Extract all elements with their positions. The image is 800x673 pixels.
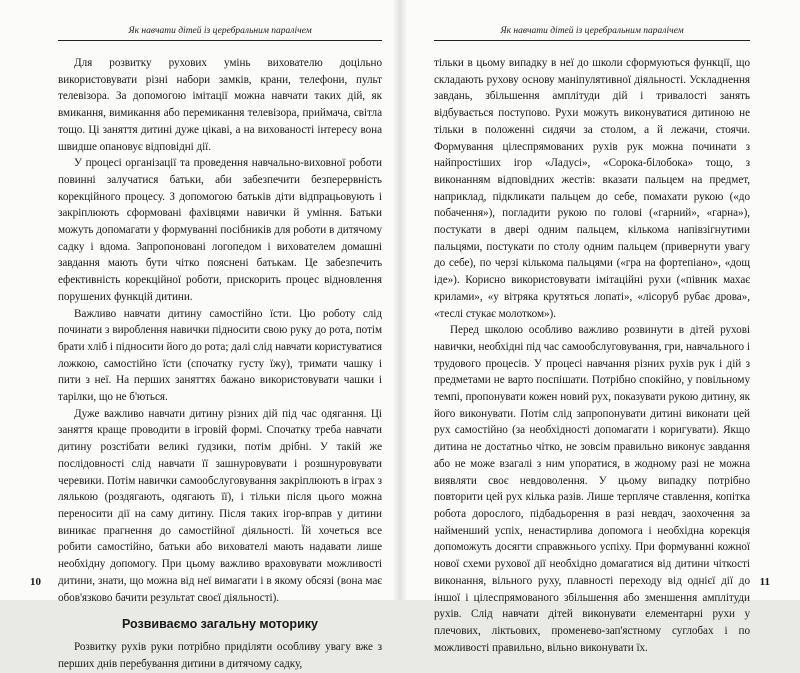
page-number: 11: [759, 576, 770, 588]
running-head: Як навчати дітей із церебральним паралічем: [434, 22, 750, 41]
right-page: [400, 0, 800, 654]
page-number: 10: [30, 576, 41, 588]
section-title: Розвиваємо загальну моторику: [122, 617, 318, 632]
paragraph: У процесі організації та проведення навчально-виховної роботи повинні залучатися батьки, аби забезпечити безперервність корекційного процесу. З допомогою батьків діти відпрацьовують і закріплюють сформовані фахівцями навички й уміння. Батьки можуть допомагати у формуванні посібників для роботи в дитячому садку і вдома. Запропоновані логопедом і вихователем домашні завдання мають бути чітко пояснені батькам. Це забезпечить ефективність корекційної роботи, прискорить процес відновлення порушених функцій дитини.: [58, 157, 382, 303]
paragraph: Важливо навчати дитину самостійно їсти. Цю роботу слід починати з вироблення навички підносити свою руку до рота, потім брати хліб і підносити його до рота; далі слід навчати користуватися ложкою, самостійно їсти (спочатку густу їжу), тримати чашку і пити з неї. На перших заняттях бажано використовувати чашки і тарілки, що не б'ються.: [58, 307, 382, 404]
paragraph: Розвитку рухів руки потрібно приділяти особливу увагу вже з перших днів перебування дитини в дитячому садку,: [58, 641, 382, 670]
left-page: [0, 0, 400, 670]
running-head: Як навчати дітей із церебральним паралічем: [58, 22, 382, 41]
paragraph: Перед школою особливо важливо розвинути в дітей рухові навички, необхідні під час самообслуговування, гри, навчального і трудового процесів. У процесі навчання різних рухів рук і дій з предметами не варто поспішати. Потрібно спокійно, у повільному темпі, пропонувати кожен новий рух, показувати рукою дитину, як його виконувати. Потім слід запропонувати дитині виконати цей рух самостійно (за необхідності допомагати і коригувати). Якщо дитина не достатньо чітко, не зовсім правильно виконує завдання або не може взагалі з ним упоратися, в жодному разі не можна виявляти своє невдоволення. У цьому випадку потрібно повторити цей рух кілька разів. Лише терпляче ставлення, копітка робота дорослого, підбадьорення в разі невдач, заохочення за найменший успіх, ненастирлива допомога і необхідна корекція допоможуть досягти справжнього успіху. При формуванні кожної нової схеми рухової дії необхідно домагатися від дитини чіткості виконання, вільного руху, плавності переходу від однієї дії до іншої і цілеспрямованого збільшення або зменшення амплітуди рухів. Слід навчати дітей виконувати елементарні рухи у плечових, ліктьових, променево-зап'ястному суглобах і по можливості правильно, вільно виконувати їх.: [434, 324, 750, 654]
left-page-body: [58, 55, 382, 673]
paragraph: Дуже важливо навчати дитину різних дій під час одягання. Ці заняття краще проводити в ігровій формі. Спочатку треба навчати дитину розстібати великі ґудзики, потім дрібні. У такій же послідовності слід навчати її зашнуровувати і розшнуровувати черевики. Потім навички самообслуговування закріплюють в іграх з лялькою (роздягають, одягають її), і тільки після цього можна переносити дії на саму дитину. Після таких ігор-вправ у дитини виникає прагнення до самостійної діяльності. Їй хочеться все робити самостійно, батьки або вихователі мають надавати лише необхідну допомогу. При цьому важливо враховувати можливості дитини, знати, що можна від неї вимагати і в якому обсязі (вона має обов'язково бачити результат своєї діяльності).: [58, 407, 382, 604]
right-page-body: [434, 55, 750, 656]
paragraph: Для розвитку рухових умінь вихователю доцільно використовувати різні набори замків, крани, телефони, пульт телевізора. За допомогою імітації можна навчати таких дій, як вмикання, вимикання або перемикання телевізора, приймача, світла тощо. Ці заняття дитині дуже цікаві, а на вихованості інтересу вона швидше опановує відповідні дії.: [58, 57, 382, 153]
paragraph-continuation: тільки в цьому випадку в неї до школи сформуються функції, що складають рухову основу маніпулятивної діяльності. Ускладнення завдань, збільшення амплітуди дій і тривалості занять відбувається поступово. Рухи можуть виконуватися дитиною не тільки в положенні сидячи за столом, а й лежачи, стоячи. Формування цілеспрямованих рухів рук можна починати з найпростіших ігор «Ладусі», «Сорока-білобока» тощо, з виконанням відповідних жестів: вказати пальцем на предмет, наприклад, підкликати пальцем до себе, помахати рукою («до побачення»), погладити рукою по голові («гарний», «гарна»), постукати в двері одним пальцем, кількома напівзігнутими пальцями, постукати по столу одним пальцем (привернути увагу до себе), по черзі кількома пальцями («гра на фортепіано», «дощ іде»). Корисно використовувати імітаційні рухи («півник махає крилами», «у вітряка крутяться лопаті», «лісоруб рубає дрова», «теслі стукає молотком»).: [434, 57, 750, 320]
